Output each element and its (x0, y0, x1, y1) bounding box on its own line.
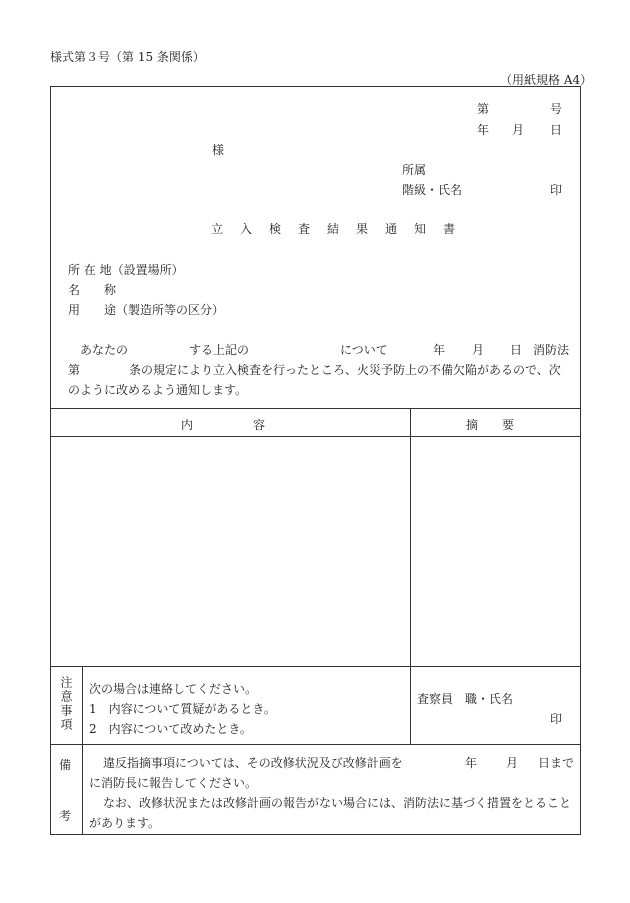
inspector-label: 査察員 職・氏名 (417, 692, 514, 706)
paper-size-note: （用紙規格 A4） (500, 73, 593, 87)
seal-mark: 印 (550, 183, 563, 197)
remarks-line-1: 違反指摘事項については、その改修状況及び改修計画を (103, 756, 403, 770)
remarks-line-4: があります。 (89, 816, 161, 830)
rank-name-label: 階級・氏名 (402, 183, 463, 197)
body-text-anatano: あなたの (80, 343, 129, 357)
body-text-day: 日 (510, 343, 523, 357)
body-text-dai: 第 (68, 363, 81, 377)
form-number: 様式第３号（第 15 条関係） (50, 50, 205, 64)
date-day-label: 日 (550, 123, 563, 137)
notes-line-1: 次の場合は連絡してください。 (89, 682, 258, 696)
inspector-seal: 印 (550, 712, 563, 726)
body-text-article: 条の規定により立入検査を行ったところ、火災予防上の不備欠陥があるので、次 (129, 363, 561, 377)
remarks-top-rule (50, 744, 581, 745)
date-month-label: 月 (512, 123, 525, 137)
notes-line-2: 1 内容について質疑があるとき。 (89, 702, 276, 716)
affiliation-label: 所属 (402, 163, 427, 177)
remarks-month: 月 (506, 756, 519, 770)
remarks-line-3: なお、改修状況または改修計画の報告がない場合には、消防法に基づく措置をとること (103, 796, 572, 810)
notes-label: 注意事項 (59, 676, 73, 732)
number-prefix: 第 (477, 102, 490, 116)
table-top-rule (50, 408, 581, 409)
remarks-line-2: に消防長に報告してください。 (89, 776, 258, 790)
addressee-sama: 様 (212, 143, 225, 157)
body-text-law: 消防法 (533, 343, 570, 357)
notes-line-3: 2 内容について改めたとき。 (89, 722, 252, 736)
summary-column-header: 摘 要 (466, 418, 515, 432)
remarks-label-bottom: 考 (59, 809, 72, 823)
number-suffix: 号 (550, 102, 563, 116)
remarks-label-top: 備 (59, 758, 72, 772)
location-label: 所 在 地（設置場所） (68, 263, 184, 277)
table-column-divider (410, 408, 411, 744)
document-title: 立入検査結果通知書 (211, 222, 473, 236)
usage-label: 用 途（製造所等の区分） (68, 303, 225, 317)
body-text-suru: する上記の (189, 343, 250, 357)
notes-top-rule (50, 666, 581, 667)
remarks-day-deadline: 日まで (538, 756, 575, 770)
name-label: 名 称 (68, 283, 117, 297)
remarks-year: 年 (465, 756, 478, 770)
date-year-label: 年 (477, 123, 490, 137)
body-text-nitsuite: について (340, 343, 388, 357)
body-text-month: 月 (472, 343, 485, 357)
content-column-header: 内 容 (181, 418, 266, 432)
label-column-divider (82, 666, 83, 835)
body-text-closing: のように改めるよう通知します。 (68, 383, 248, 397)
body-text-year: 年 (433, 343, 446, 357)
table-header-rule (50, 436, 581, 437)
